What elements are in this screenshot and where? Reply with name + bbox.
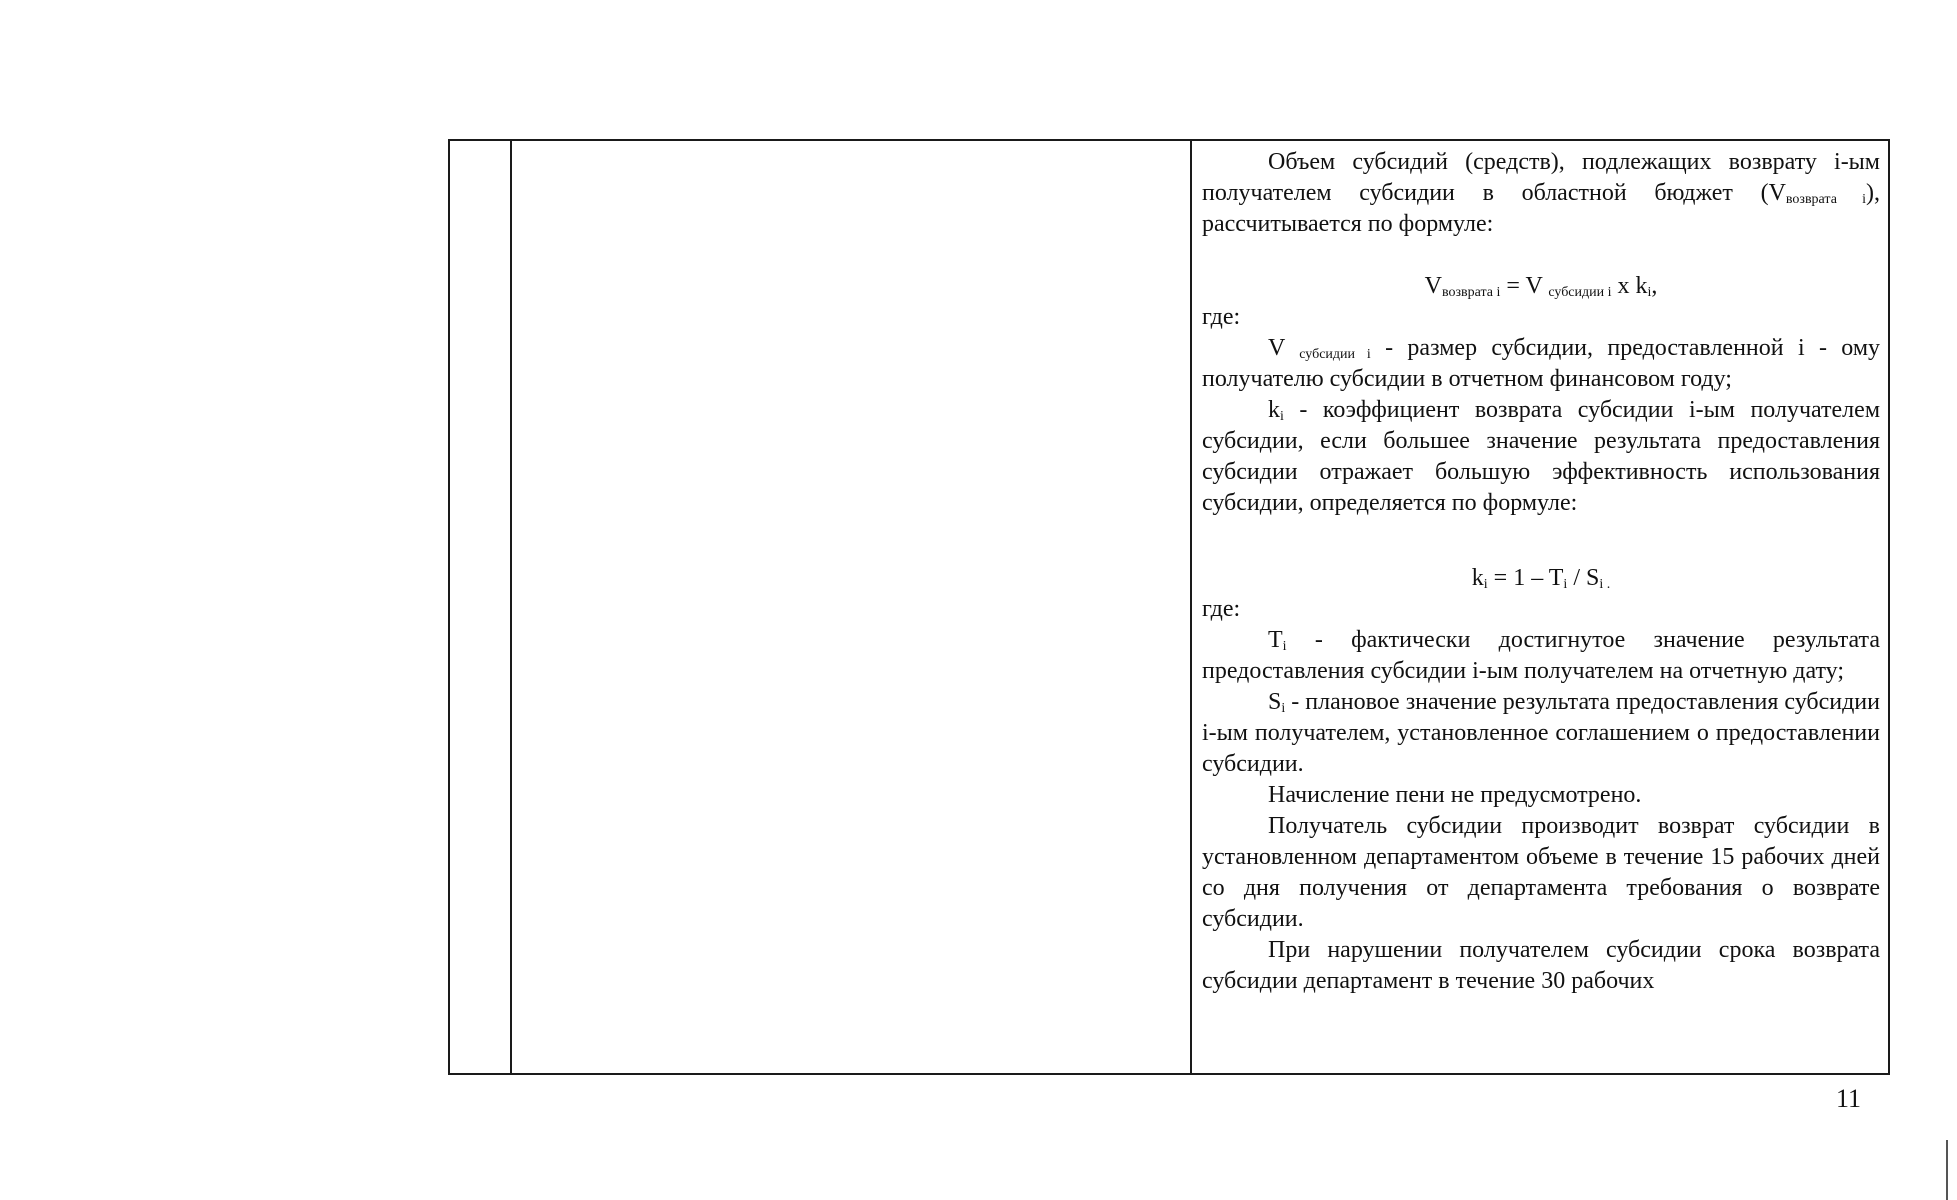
definition-planned-value: $S_i$ - плановое значение результата предоставления субсидии i-ым получателем, установленное соглашением о предоставлении субсидии. <box>1202 689 1880 777</box>
paragraph-violation: При нарушении получателем субсидии срока возврата субсидии департамент в течение 30 рабочих <box>1202 937 1880 994</box>
table-column-name <box>512 141 1192 1073</box>
where-label-2: где: <box>1202 596 1241 622</box>
definition-actual-value: $T_i$ - фактически достигнутое значение результата предоставления субсидии i-ым получателем на отчетную дату; <box>1202 627 1880 684</box>
document-table <box>448 139 1890 1075</box>
paragraph-return-volume: Объем субсидий (средств), подлежащих возврату i-ым получателем субсидии в областной бюджет $(V_{возврата i})$, рассчитывается по формуле: <box>1202 149 1880 237</box>
page-number: 11 <box>1836 1084 1862 1113</box>
formula-return-volume: $V_{возврата i} = V$ $_{субсидии i}$ x $k_i$, <box>1424 273 1658 300</box>
definition-subsidy-size: V $_{субсидии i}$ - размер субсидии, предоставленной i - ому получателю субсидии в отчетном финансовом году; <box>1202 335 1881 392</box>
paragraph-return-procedure: Получатель субсидии производит возврат субсидии в установленном департаментом объеме в течение 15 рабочих дней со дня получения от департамента требования о возврате субсидии. <box>1202 813 1880 932</box>
scan-edge-mark <box>1946 1140 1948 1200</box>
where-label: где: <box>1202 304 1241 330</box>
table-column-number <box>450 141 512 1073</box>
table-column-content <box>1192 141 1888 1073</box>
formula-coefficient: $k_i = 1 - T_i / S_{i .}$ <box>1471 565 1611 592</box>
paragraph-penalty: Начисление пени не предусмотрено. <box>1268 782 1642 808</box>
definition-coefficient: $k_i$ - коэффициент возврата субсидии i-ым получателем субсидии, если большее значение результата предоставления субсидии отражает большую эффективность использования субсидии, определяется по формуле: <box>1202 397 1880 516</box>
